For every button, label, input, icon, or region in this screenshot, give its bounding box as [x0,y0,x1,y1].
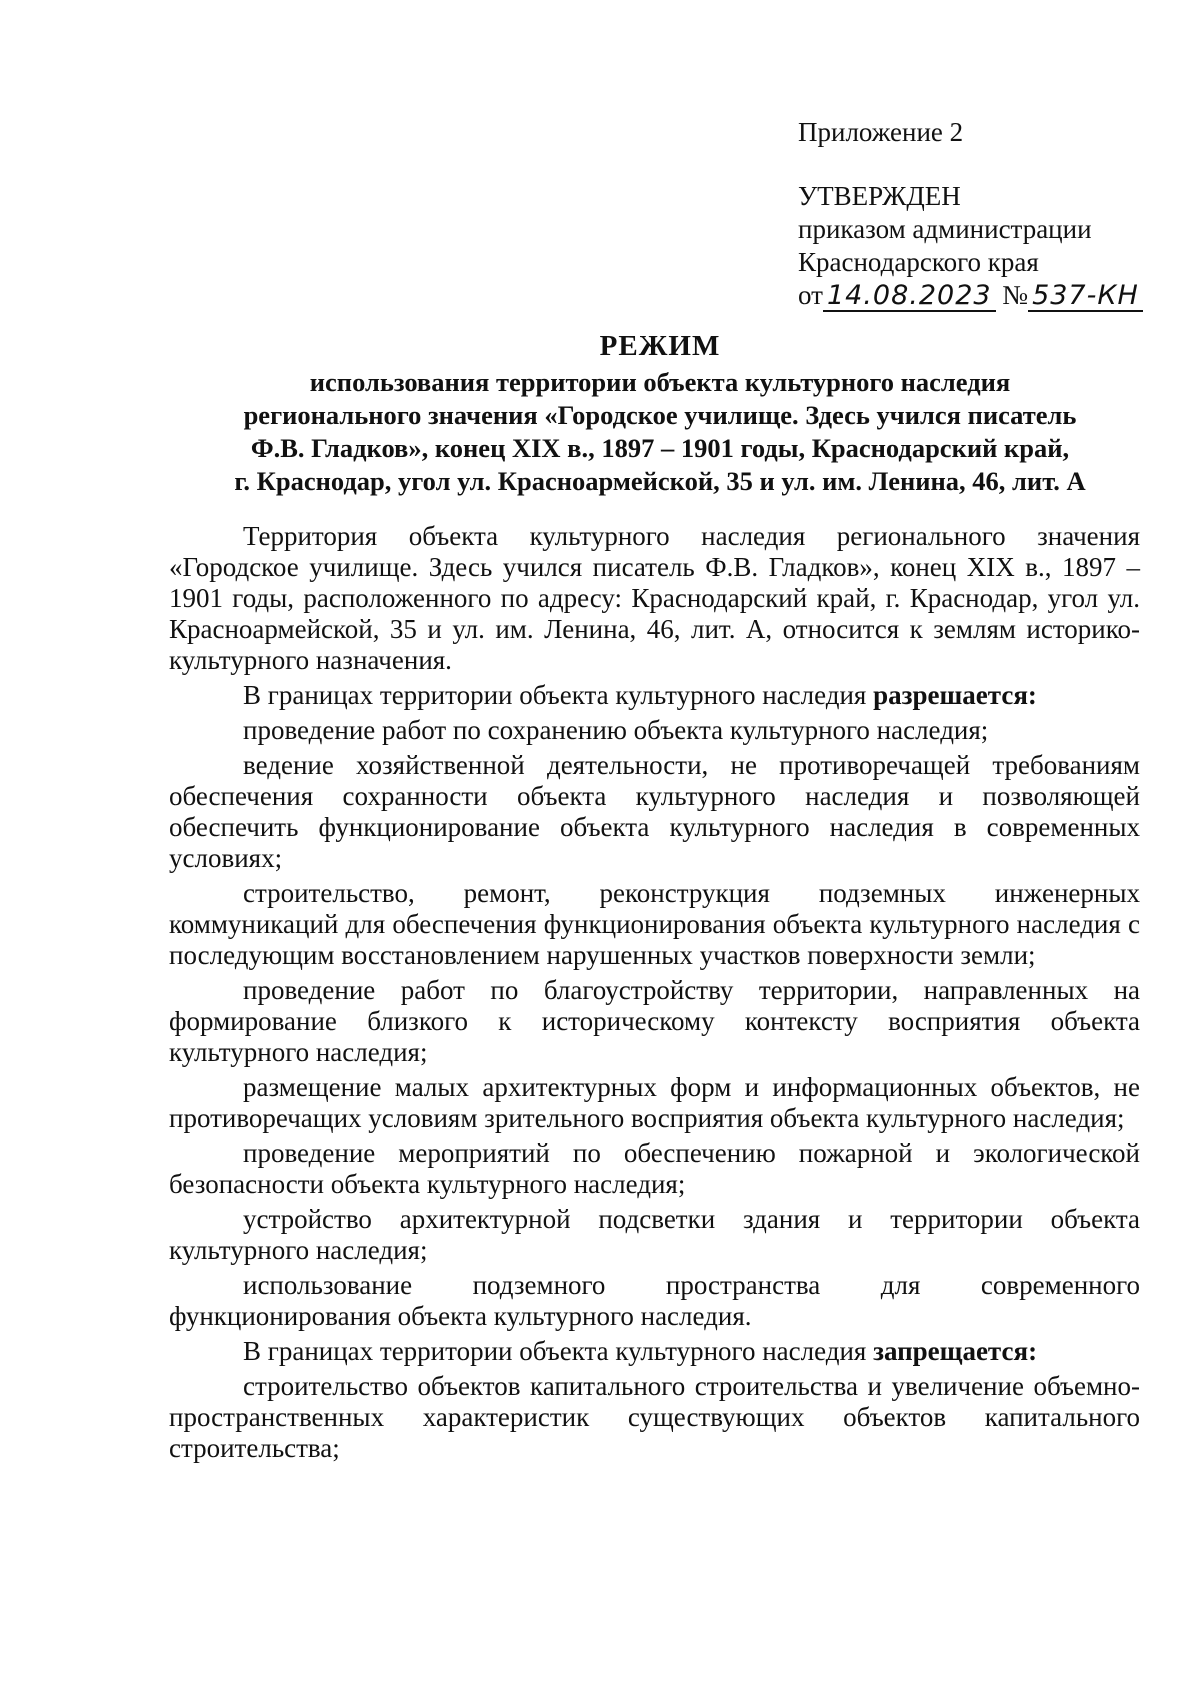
allowed-item: устройство архитектурной подсветки здания и территории объекта культурного наследия; [169,1204,1140,1265]
approved-by-line-2: Краснодарского края [798,247,1039,277]
subtitle-line: регионального значения «Городское училище. Здесь учился писатель [243,400,1077,430]
allowed-item: использование подземного пространства для современного функционирования объекта культурного наследия. [169,1270,1140,1331]
approved-by-line-1: приказом администрации [798,214,1092,244]
handwritten-number: 537-КН [1028,282,1143,312]
document-body [169,521,1140,1468]
date-prefix: от [798,280,823,310]
forbidden-keyword: запрещается: [873,1336,1038,1366]
allowed-heading-text: В границах территории объекта культурного наследия [243,680,874,710]
subtitle-line: Ф.В. Гладков», конец XIX в., 1897 – 1901 годы, Краснодарский край, [250,433,1070,463]
document-title: РЕЖИМ [599,330,721,362]
approved-heading: УТВЕРЖДЕН [798,181,961,211]
allowed-item: ведение хозяйственной деятельности, не противоречащей требованиям обеспечения сохранности объекта культурного наследия и позволяющей обеспечить функционирование объекта культурного наследия в современных условиях; [169,750,1140,873]
allowed-item: проведение работ по сохранению объекта культурного наследия; [243,715,989,745]
allowed-item: проведение работ по благоустройству территории, направленных на формирование близкого к историческому контексту восприятия объекта культурного наследия; [169,975,1140,1067]
appendix-label: Приложение 2 [798,117,964,147]
approval-block [798,116,1158,312]
number-prefix: № [1002,280,1029,310]
subtitle-line: использования территории объекта культурного наследия [309,367,1011,397]
title-block [140,326,1180,498]
handwritten-date: 14.08.2023 [823,282,996,312]
allowed-heading [169,680,1140,711]
allowed-item: размещение малых архитектурных форм и информационных объектов, не противоречащих условиям зрительного восприятия объекта культурного наследия; [169,1072,1140,1133]
allowed-item: строительство, ремонт, реконструкция подземных инженерных коммуникаций для обеспечения функционирования объекта культурного наследия с последующим восстановлением нарушенных участков поверхности земли; [169,878,1140,970]
subtitle-line: г. Краснодар, угол ул. Красноармейской, 35 и ул. им. Ленина, 46, лит. А [234,466,1086,496]
date-number-line [798,279,1158,312]
forbidden-heading-text: В границах территории объекта культурного наследия [243,1336,874,1366]
intro-paragraph: Территория объекта культурного наследия регионального значения «Городское училище. Здесь учился писатель Ф.В. Гладков», конец XIX в., 1897 – 1901 годы, расположенного по адресу: Краснодарский край, г. Краснодар, угол ул. Красноармейской, 35 и ул. им. Ленина, 46, лит. А, относится к землям историко-культурного назначения. [169,521,1140,675]
allowed-item: проведение мероприятий по обеспечению пожарной и экологической безопасности объекта культурного наследия; [169,1138,1140,1199]
forbidden-heading [169,1336,1140,1367]
allowed-keyword: разрешается: [873,680,1037,710]
forbidden-item: строительство объектов капитального строительства и увеличение объемно-пространственных характеристик существующих объектов капитального строительства; [169,1371,1140,1463]
